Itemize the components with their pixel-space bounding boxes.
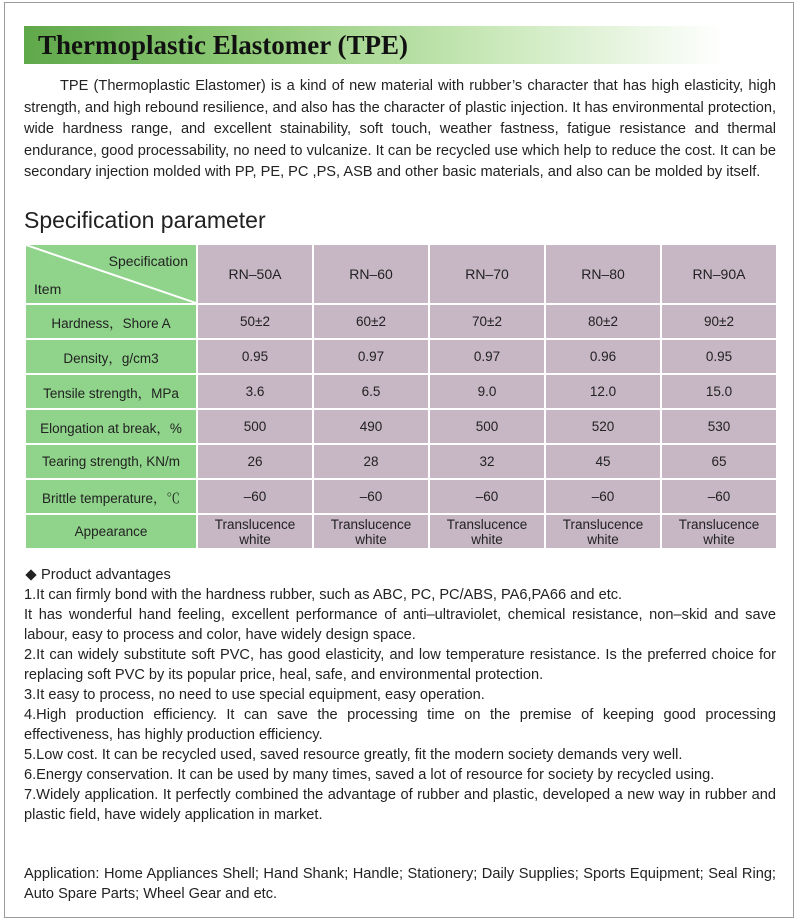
- spec-corner-cell: [25, 244, 197, 304]
- advantage-item: 5.Low cost. It can be recycled used, saved resource greatly, fit the modern society demands very well.: [24, 747, 683, 763]
- table-cell: Translucence white: [313, 514, 429, 549]
- table-cell: Translucence white: [545, 514, 661, 549]
- table-cell: 28: [313, 444, 429, 479]
- table-cell: 60±2: [313, 304, 429, 339]
- table-cell: 500: [197, 409, 313, 444]
- column-header: RN–90A: [661, 244, 777, 304]
- table-cell: –60: [429, 479, 545, 514]
- row-label: Tensile strength，MPa: [25, 374, 197, 409]
- advantage-item: 1.It can firmly bond with the hardness rubber, such as ABC, PC, PC/ABS, PA6,PA66 and etc.: [24, 587, 623, 603]
- row-label: Elongation at break，%: [25, 409, 197, 444]
- table-row: [25, 514, 777, 549]
- table-cell: 12.0: [545, 374, 661, 409]
- table-cell: 0.97: [313, 339, 429, 374]
- table-row: [25, 479, 777, 514]
- table-cell: 520: [545, 409, 661, 444]
- table-cell: –60: [545, 479, 661, 514]
- advantage-item: 3.It easy to process, no need to use special equipment, easy operation.: [24, 687, 485, 703]
- row-label: Tearing strength, KN/m: [25, 444, 197, 479]
- table-row: [25, 339, 777, 374]
- table-cell: 32: [429, 444, 545, 479]
- spec-header-row: [25, 244, 777, 304]
- advantage-item: 7.Widely application. It perfectly combined the advantage of rubber and plastic, developed a new way in rubber and plastic field, have widely application in market.: [24, 787, 776, 823]
- advantages-heading-text: Product advantages: [41, 567, 171, 583]
- row-label: Brittle temperature，℃: [25, 479, 197, 514]
- row-label: Hardness，Shore A: [25, 304, 197, 339]
- column-header: RN–80: [545, 244, 661, 304]
- table-cell: –60: [313, 479, 429, 514]
- table-cell: 3.6: [197, 374, 313, 409]
- table-cell: 70±2: [429, 304, 545, 339]
- page-title: Thermoplastic Elastomer (TPE): [38, 30, 408, 60]
- table-cell: 26: [197, 444, 313, 479]
- table-row: [25, 444, 777, 479]
- diamond-bullet-icon: [25, 569, 36, 580]
- table-cell: 50±2: [197, 304, 313, 339]
- table-row: [25, 374, 777, 409]
- table-cell: 500: [429, 409, 545, 444]
- table-cell: 0.97: [429, 339, 545, 374]
- table-cell: Translucence white: [429, 514, 545, 549]
- table-cell: –60: [197, 479, 313, 514]
- row-label: Appearance: [25, 514, 197, 549]
- intro-paragraph: TPE (Thermoplastic Elastomer) is a kind of new material with rubber’s character that has high elasticity, high strength, and high rebound resilience, and also has the character of plastic injection. It has environmental protection, wide hardness range, and excellent stainability, soft touch, weather fastness, fatigue resistance and thermal endurance, good processability, no need to vulcanize. It can be recycled use which help to reduce the cost. It can be secondary injection molded with PP, PE, PC ,PS, ASB and other basic materials, and also can be molded by itself.: [24, 78, 776, 180]
- table-cell: 0.96: [545, 339, 661, 374]
- table-cell: 9.0: [429, 374, 545, 409]
- spec-table: [24, 243, 778, 550]
- column-header: RN–60: [313, 244, 429, 304]
- table-cell: Translucence white: [197, 514, 313, 549]
- table-cell: 15.0: [661, 374, 777, 409]
- advantage-item: 6.Energy conservation. It can be used by many times, saved a lot of resource for society by recycled using.: [24, 767, 715, 783]
- table-cell: 65: [661, 444, 777, 479]
- table-cell: –60: [661, 479, 777, 514]
- table-cell: 6.5: [313, 374, 429, 409]
- table-cell: 530: [661, 409, 777, 444]
- table-cell: 490: [313, 409, 429, 444]
- corner-spec-label: Specification: [108, 253, 188, 269]
- advantage-item: 2.It can widely substitute soft PVC, has good elasticity, and low temperature resistance. Is the preferred choice for replacing soft PVC by its popular price, heal, safe, and environmental protection.: [24, 647, 776, 683]
- table-cell: 90±2: [661, 304, 777, 339]
- corner-item-label: Item: [34, 281, 62, 297]
- advantages-section: [24, 565, 776, 825]
- advantages-heading: [24, 565, 776, 585]
- table-row: [25, 304, 777, 339]
- application-text: Application: Home Appliances Shell; Hand Shank; Handle; Stationery; Daily Supplies; Sports Equipment; Seal Ring; Auto Spare Parts; Wheel Gear and etc.: [24, 866, 776, 902]
- table-row: [25, 409, 777, 444]
- spec-heading: Specification parameter: [24, 207, 266, 233]
- table-cell: 45: [545, 444, 661, 479]
- table-cell: 0.95: [661, 339, 777, 374]
- table-cell: Translucence white: [661, 514, 777, 549]
- advantage-item: 4.High production efficiency. It can save the processing time on the premise of keeping good processing effectiveness, has highly production efficiency.: [24, 707, 776, 743]
- table-cell: 0.95: [197, 339, 313, 374]
- table-cell: 80±2: [545, 304, 661, 339]
- row-label: Density，g/cm3: [25, 339, 197, 374]
- advantage-item: It has wonderful hand feeling, excellent performance of anti–ultraviolet, chemical resistance, non–skid and save labour, easy to process and color, have widely design space.: [24, 607, 776, 643]
- column-header: RN–50A: [197, 244, 313, 304]
- column-header: RN–70: [429, 244, 545, 304]
